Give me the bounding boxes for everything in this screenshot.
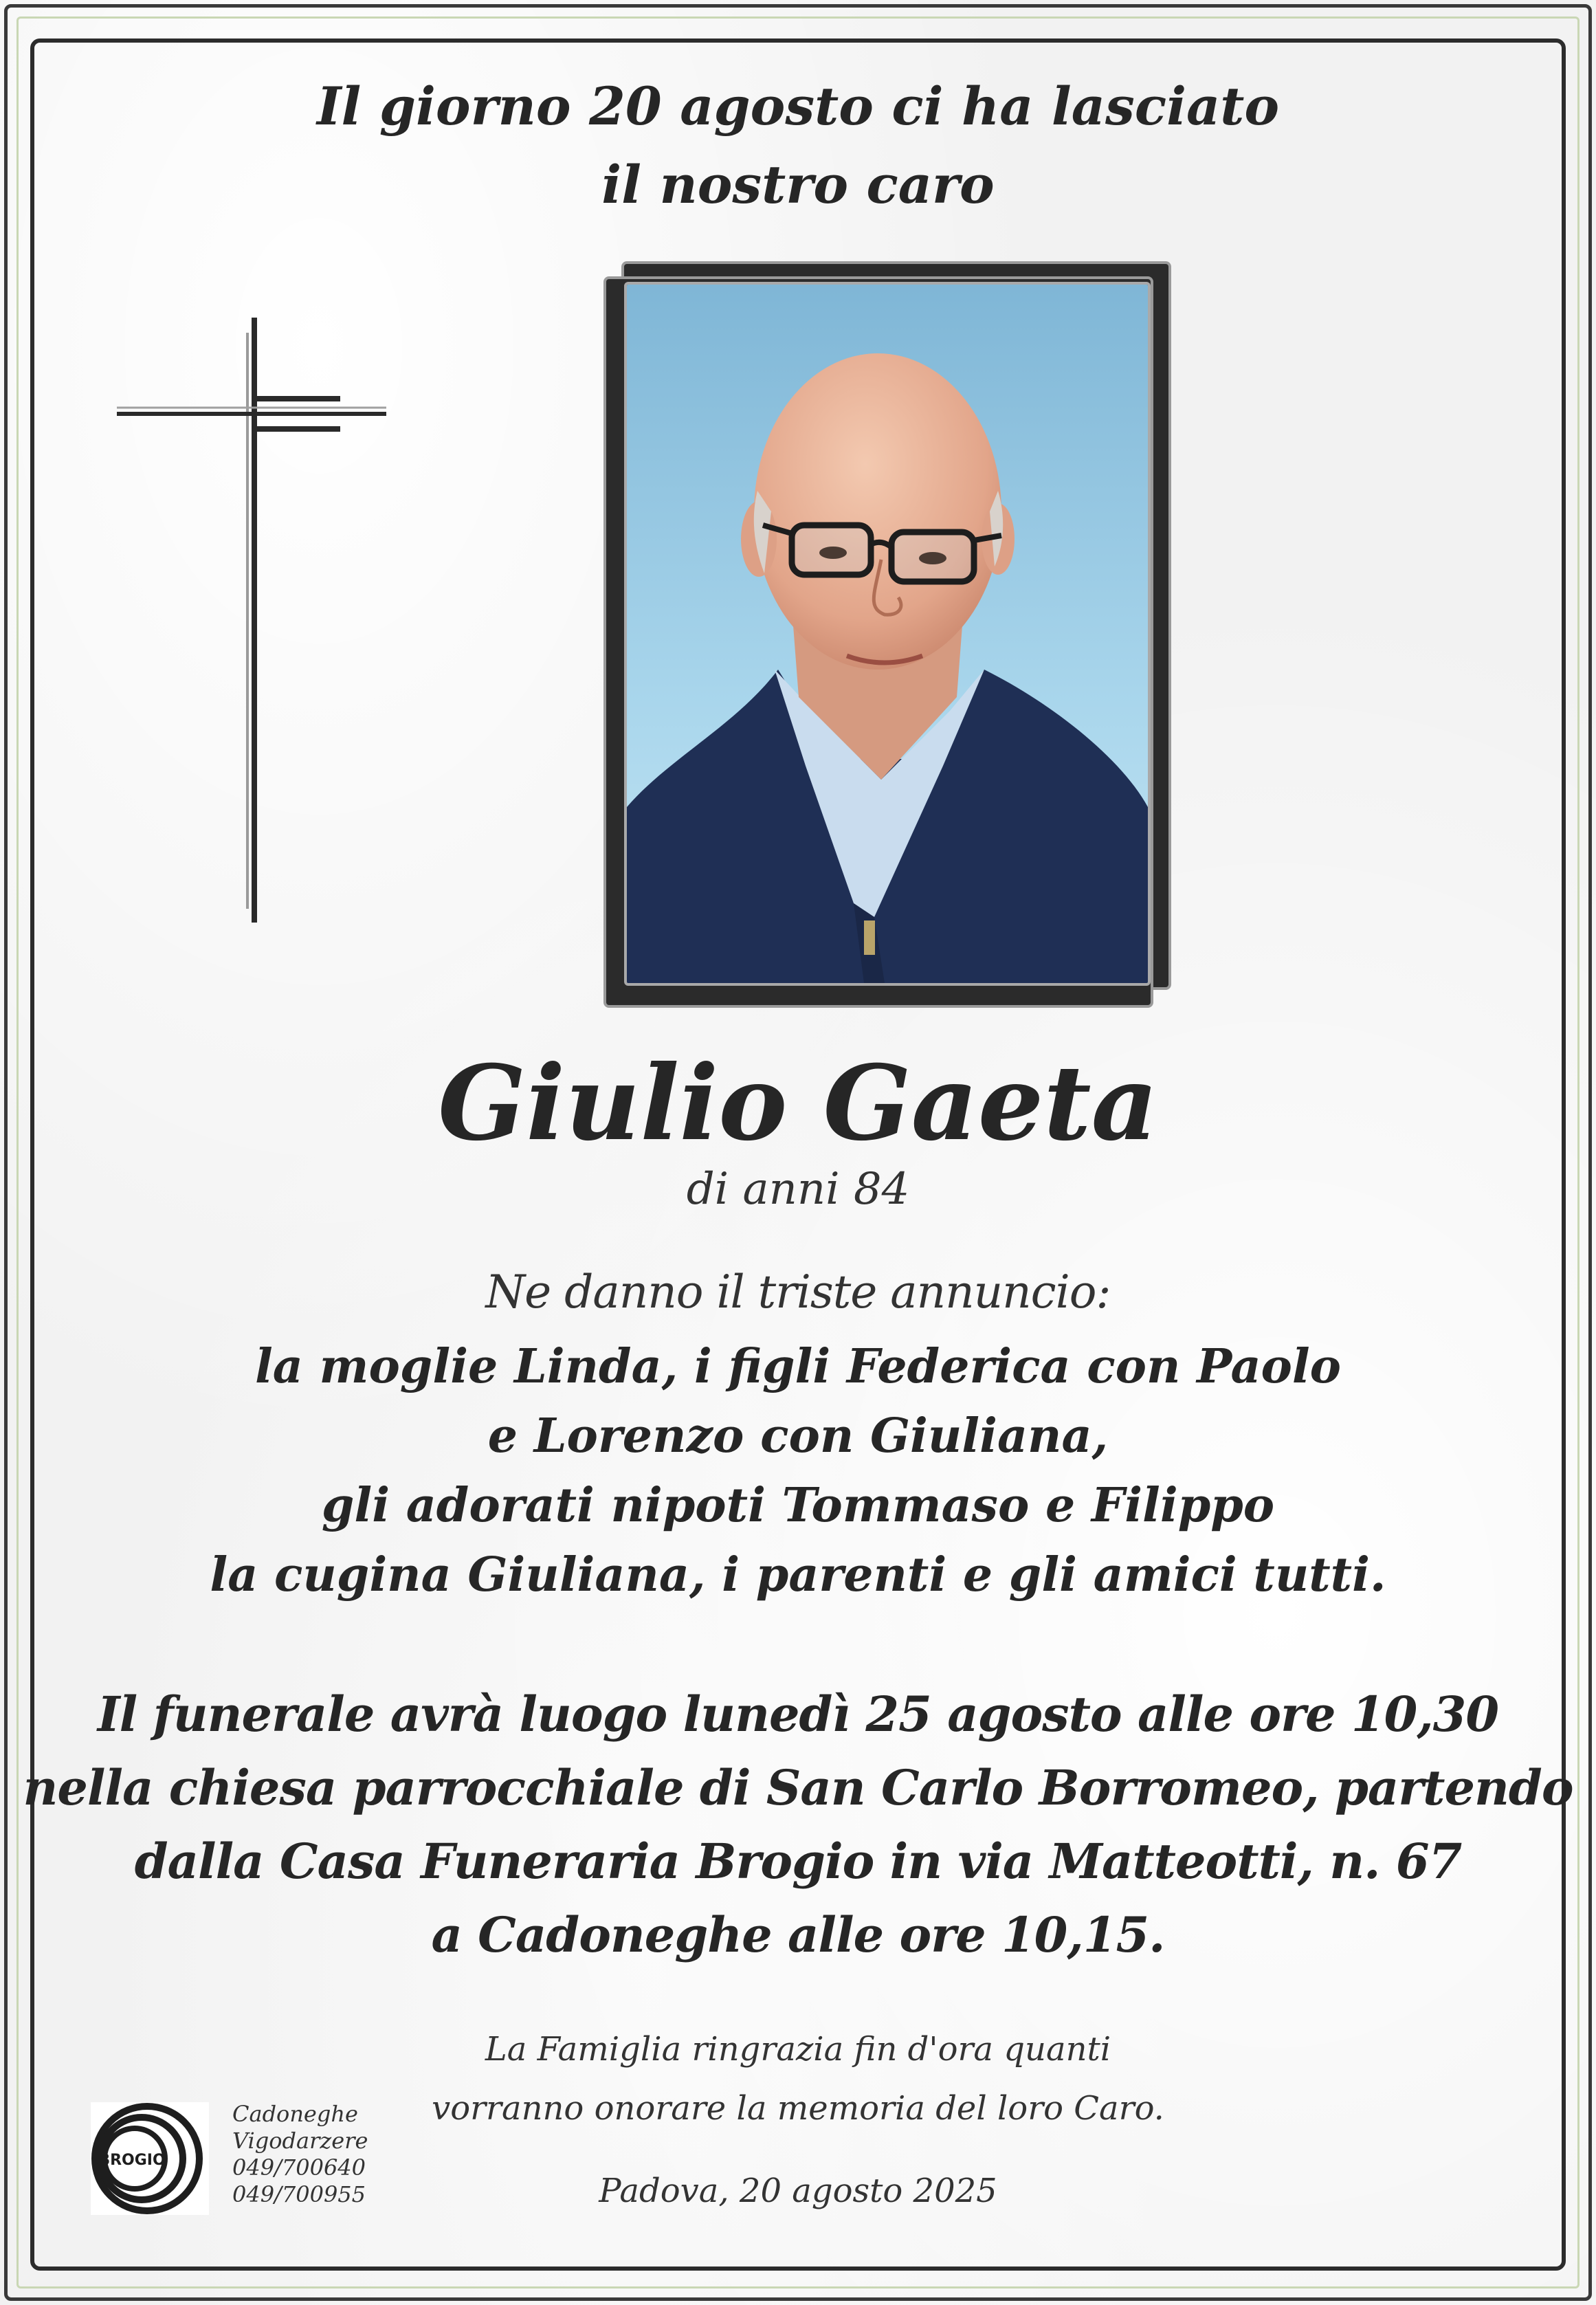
portrait-image — [627, 285, 1148, 983]
portrait-photo — [624, 282, 1151, 986]
funeral-details — [0, 1677, 1596, 1972]
funeral-line: dalla Casa Funeraria Brogio in via Matteotti, n. 67 — [134, 1833, 1462, 1890]
contact-line: Cadoneghe — [232, 2101, 358, 2127]
funeral-line: Il funerale avrà luogo lunedì 25 agosto alle ore 10,30 — [97, 1686, 1499, 1743]
contact-line: 049/700640 — [232, 2154, 366, 2181]
intro-line-2: il nostro caro — [601, 154, 995, 215]
thanks-line-1: La Famiglia ringrazia fin d'ora quanti — [485, 2030, 1111, 2069]
agency-contacts — [232, 2101, 368, 2208]
deceased-age: di anni 84 — [686, 1164, 910, 1215]
cross-icon — [117, 318, 392, 929]
intro-line-1: Il giorno 20 agosto ci ha lasciato — [316, 76, 1280, 137]
intro-text — [0, 67, 1596, 224]
family-line: la cugina Giuliana, i parenti e gli amici tutti. — [210, 1547, 1386, 1602]
contact-line: 049/700955 — [232, 2181, 366, 2207]
logo-text: BROGIO — [98, 2152, 166, 2169]
brogio-logo — [91, 2102, 209, 2215]
family-line: la moglie Linda, i figli Federica con Paolo — [254, 1339, 1342, 1394]
funeral-line: nella chiesa parrocchiale di San Carlo Borromeo, partendo — [23, 1759, 1573, 1816]
thanks-line-2: vorranno onorare la memoria del loro Caro. — [432, 2089, 1164, 2128]
family-line: e Lorenzo con Giuliana, — [487, 1409, 1109, 1464]
family-line: gli adorati nipoti Tommaso e Filippo — [321, 1478, 1275, 1533]
contact-line: Vigodarzere — [232, 2128, 368, 2154]
funeral-line: a Cadoneghe alle ore 10,15. — [431, 1906, 1165, 1963]
place-date: Padova, 20 agosto 2025 — [599, 2172, 997, 2210]
announcement-label: Ne danno il triste annuncio: — [485, 1266, 1111, 1319]
family-list — [0, 1332, 1596, 1610]
deceased-name: Giulio Gaeta — [438, 1043, 1158, 1164]
